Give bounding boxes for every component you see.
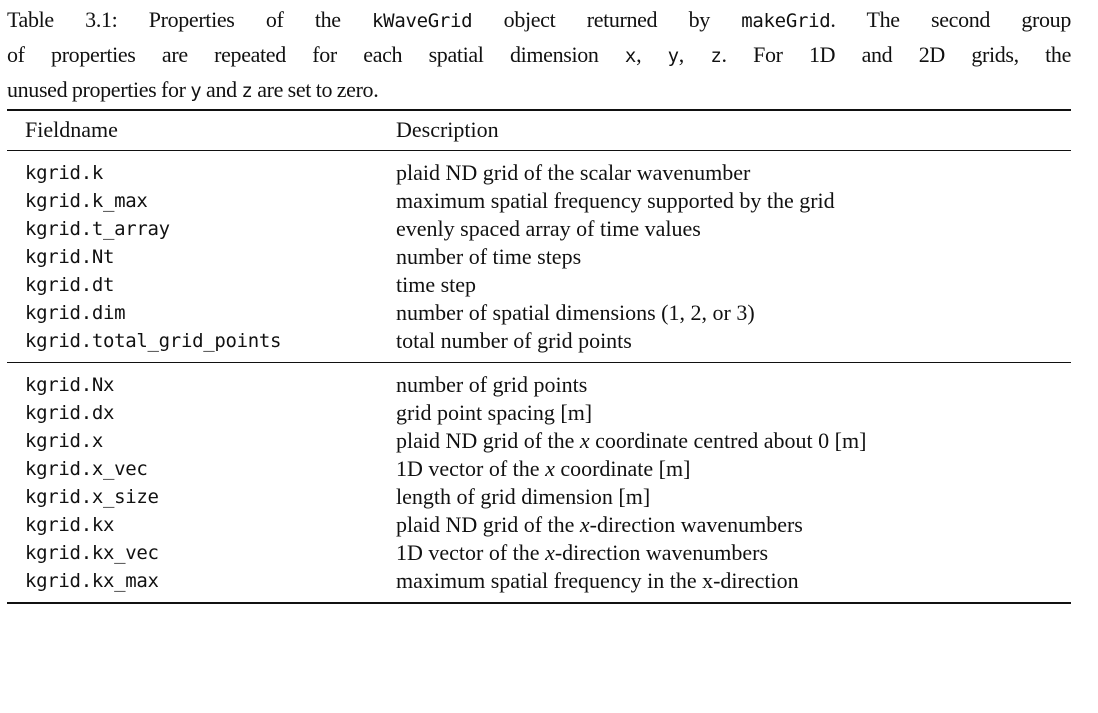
caption-prefix: Table 3.1: Properties of the bbox=[7, 7, 373, 32]
description-text: -direction wavenumbers bbox=[554, 540, 769, 565]
table-row bbox=[7, 539, 1071, 567]
table-caption bbox=[7, 3, 1071, 108]
field-name: kgrid.total_grid_points bbox=[25, 330, 282, 352]
table-row bbox=[7, 271, 1071, 299]
table-row bbox=[7, 151, 1071, 188]
description-text: coordinate [m] bbox=[554, 456, 691, 481]
caption-dim-x: x bbox=[624, 45, 637, 67]
caption-suffix-line1: . The second group bbox=[830, 7, 1071, 32]
field-description: number of spatial dimensions (1, 2, or 3) bbox=[396, 300, 755, 325]
field-name: kgrid.dim bbox=[25, 302, 126, 324]
caption-comma-2: , bbox=[678, 42, 711, 67]
field-name: kgrid.x_vec bbox=[25, 458, 148, 480]
field-description bbox=[396, 455, 1071, 483]
field-name: kgrid.t_array bbox=[25, 218, 170, 240]
caption-line2-prefix: of properties are repeated for each spatial dimension bbox=[7, 42, 625, 67]
table-row bbox=[7, 427, 1071, 455]
field-name: kgrid.Nt bbox=[25, 246, 115, 268]
description-text: -direction wavenumbers bbox=[589, 512, 803, 537]
field-name: kgrid.kx bbox=[25, 514, 115, 536]
field-name: kgrid.kx_max bbox=[7, 567, 396, 603]
header-description: Description bbox=[396, 110, 1071, 151]
field-description: total number of grid points bbox=[396, 328, 632, 353]
table-header-row bbox=[7, 110, 1071, 151]
table-row bbox=[7, 299, 1071, 327]
table-row bbox=[7, 327, 1071, 363]
table-row bbox=[7, 455, 1071, 483]
caption-and: and bbox=[201, 77, 242, 102]
header-fieldname: Fieldname bbox=[7, 110, 396, 151]
table-row bbox=[7, 511, 1071, 539]
caption-unused-y: y bbox=[190, 80, 202, 102]
math-variable: x bbox=[545, 456, 555, 481]
field-name: kgrid.dt bbox=[25, 274, 115, 296]
math-variable: x bbox=[579, 512, 590, 537]
field-description bbox=[396, 427, 1071, 455]
table-row bbox=[7, 243, 1071, 271]
field-name: kgrid.Nx bbox=[7, 363, 396, 400]
field-description: plaid ND grid of the scalar wavenumber bbox=[396, 160, 751, 185]
description-text: coordinate centred about 0 [m] bbox=[589, 428, 867, 453]
table-row bbox=[7, 215, 1071, 243]
field-description bbox=[396, 539, 1071, 567]
caption-unused-z: z bbox=[241, 80, 253, 102]
description-text: 1D vector of the bbox=[396, 456, 546, 481]
caption-object-name: kWaveGrid bbox=[372, 10, 473, 32]
field-name: kgrid.x_size bbox=[25, 486, 159, 508]
field-name: kgrid.kx_vec bbox=[25, 542, 159, 564]
field-description: evenly spaced array of time values bbox=[396, 216, 701, 241]
caption-comma-1: , bbox=[636, 42, 668, 67]
field-description: number of time steps bbox=[396, 244, 582, 269]
field-description bbox=[396, 511, 1071, 539]
table-row bbox=[7, 399, 1071, 427]
field-description: grid point spacing [m] bbox=[396, 400, 593, 425]
field-name: kgrid.dx bbox=[25, 402, 115, 424]
field-description: number of grid points bbox=[396, 363, 1071, 400]
table-row bbox=[7, 187, 1071, 215]
table-row bbox=[7, 483, 1071, 511]
description-text: 1D vector of the bbox=[396, 540, 546, 565]
field-description: maximum spatial frequency in the x-direction bbox=[396, 567, 1071, 603]
caption-line2-suffix: . For 1D and 2D grids, the bbox=[721, 42, 1071, 67]
document-page bbox=[7, 3, 1071, 604]
caption-function-name: makeGrid bbox=[741, 10, 831, 32]
caption-dim-y: y bbox=[667, 45, 679, 67]
caption-line-3 bbox=[7, 73, 1071, 108]
field-description: time step bbox=[396, 272, 477, 297]
caption-middle: object returned by bbox=[472, 7, 742, 32]
table-row bbox=[7, 567, 1071, 603]
caption-line3-suffix: are set to zero. bbox=[252, 77, 379, 102]
caption-line-1 bbox=[7, 3, 1071, 38]
math-variable: x bbox=[545, 540, 555, 565]
caption-dim-z: z bbox=[710, 45, 722, 67]
math-variable: x bbox=[579, 428, 590, 453]
field-description: maximum spatial frequency supported by the grid bbox=[396, 188, 835, 213]
table-row bbox=[7, 363, 1071, 400]
description-text: plaid ND grid of the bbox=[396, 512, 580, 537]
properties-table bbox=[7, 109, 1071, 604]
field-name: kgrid.k_max bbox=[25, 190, 148, 212]
caption-line3-prefix: unused properties for bbox=[7, 77, 191, 102]
field-name: kgrid.k bbox=[25, 162, 103, 184]
field-name: kgrid.x bbox=[25, 430, 103, 452]
field-description: length of grid dimension [m] bbox=[396, 484, 651, 509]
caption-line-2 bbox=[7, 38, 1071, 73]
description-text: plaid ND grid of the bbox=[396, 428, 580, 453]
